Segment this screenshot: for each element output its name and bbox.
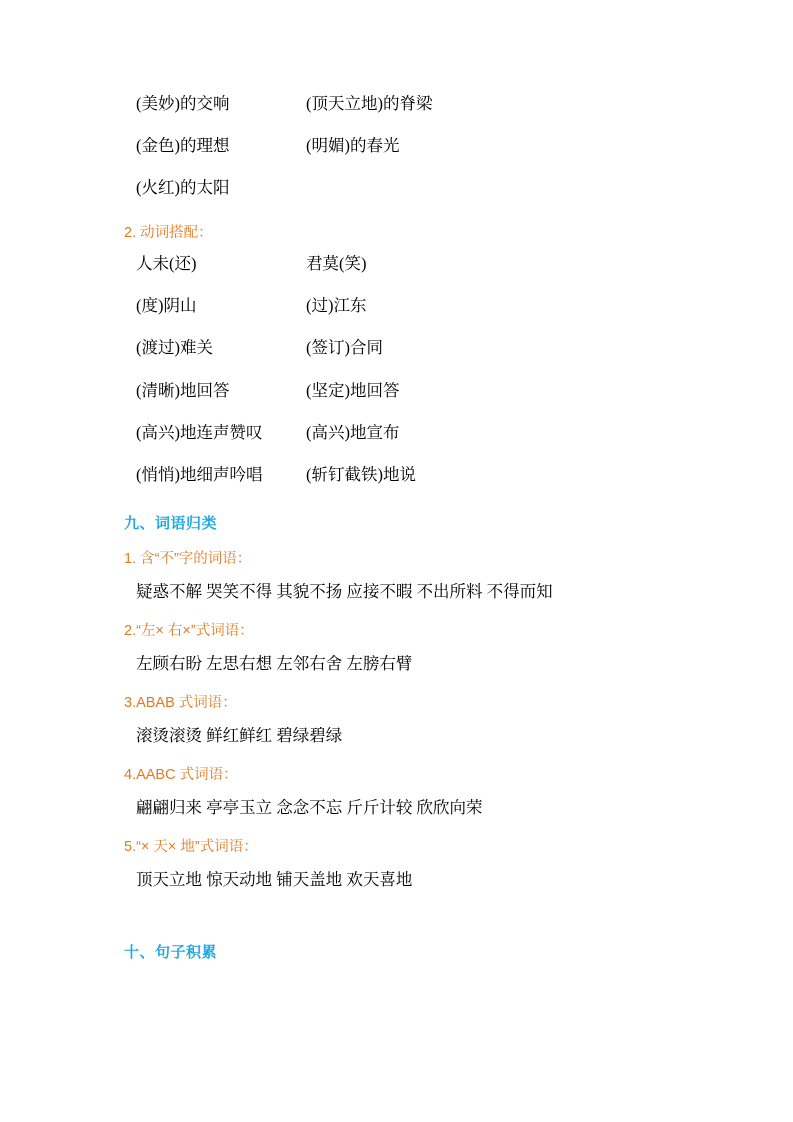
- adjective-pair-right: (顶天立地)的脊梁: [306, 94, 433, 113]
- word-group: [100, 763, 693, 818]
- adjective-pair-left: (火红)的太阳: [136, 178, 230, 198]
- word-group-heading: 4.AABC 式词语：: [124, 766, 238, 783]
- adjective-pair-left: (金色)的理想: [136, 136, 230, 156]
- verb-pair-row: [100, 252, 693, 275]
- word-group-heading: 5.“× 天× 地”式词语：: [124, 838, 258, 855]
- adjective-pair-list: [100, 92, 693, 199]
- verb-pair-left: 人未(还): [136, 254, 197, 274]
- adjective-pair-right: [306, 176, 693, 199]
- verb-pair-left: (清晰)地回答: [136, 380, 230, 400]
- verb-pair-right: (过)江东: [306, 296, 367, 316]
- word-group: [100, 691, 693, 746]
- adjective-pair-right: (明媚)的春光: [306, 136, 400, 156]
- adjective-pair-left: (美妙)的交响: [136, 94, 230, 113]
- word-group-words: 左顾右盼 左思右想 左邻右舍 左膀右臂: [136, 653, 413, 673]
- word-group-words: 翩翩归来 亭亭玉立 念念不忘 斤斤计较 欣欣向荣: [136, 797, 483, 817]
- adjective-pair-row: [100, 134, 693, 157]
- word-group-heading: 1. 含“不”字的词语：: [124, 550, 252, 567]
- verb-pair-right: (坚定)地回答: [306, 380, 400, 400]
- word-group-heading: 2.“左× 右×”式词语：: [124, 622, 254, 639]
- verb-pair-left: (渡过)难关: [136, 338, 213, 358]
- word-group: [100, 547, 693, 602]
- verb-pair-row: [100, 336, 693, 359]
- word-group: [100, 835, 693, 890]
- verb-pair-row: [100, 421, 693, 444]
- verb-pair-right: (斩钉截铁)地说: [306, 464, 416, 484]
- word-group: [100, 619, 693, 674]
- word-group-heading: 3.ABAB 式词语：: [124, 694, 237, 711]
- verb-pair-row: [100, 294, 693, 317]
- adjective-pair-row: [100, 92, 693, 115]
- verb-pair-row: [100, 379, 693, 402]
- section-ten-title: 十、句子积累: [124, 943, 218, 961]
- verb-pair-right: 君莫(笑): [306, 254, 367, 274]
- verb-pair-left: (度)阴山: [136, 296, 197, 316]
- verb-section-heading: 2. 动词搭配：: [124, 225, 213, 242]
- verb-pair-right: (高兴)地宣布: [306, 422, 400, 442]
- word-group-words: 滚烫滚烫 鲜红鲜红 碧绿碧绿: [136, 725, 343, 745]
- verb-pair-row: [100, 463, 693, 486]
- verb-pair-left: (悄悄)地细声吟唱: [136, 464, 263, 484]
- word-group-words: 顶天立地 惊天动地 铺天盖地 欢天喜地: [136, 869, 413, 889]
- verb-pair-list: [100, 252, 693, 486]
- section-nine-title: 九、词语归类: [124, 514, 218, 532]
- adjective-pair-row: [100, 176, 693, 199]
- verb-pair-right: (签订)合同: [306, 338, 383, 358]
- verb-pair-left: (高兴)地连声赞叹: [136, 422, 263, 442]
- word-group-words: 疑惑不解 哭笑不得 其貌不扬 应接不暇 不出所料 不得而知: [136, 581, 553, 601]
